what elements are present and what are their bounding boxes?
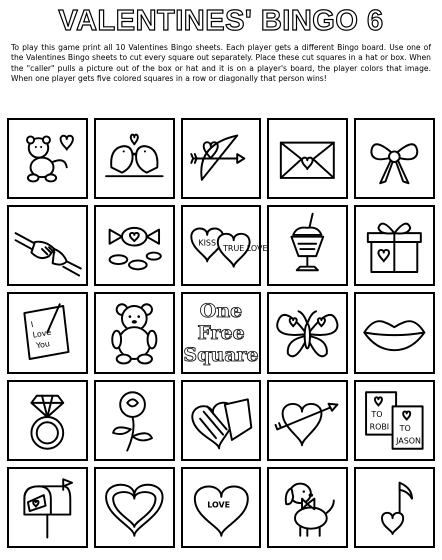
music-note-heart-icon	[359, 472, 430, 543]
teddy-bear-icon	[99, 297, 170, 368]
bow-and-arrow-icon	[186, 123, 257, 194]
cell-puppy[interactable]	[267, 467, 348, 548]
cell-cupid-bear[interactable]	[7, 118, 88, 199]
cell-lovebirds[interactable]	[94, 118, 175, 199]
cell-ribbon-bow[interactable]	[354, 118, 435, 199]
cell-butterfly[interactable]	[267, 292, 348, 373]
love-heart-icon	[186, 472, 257, 543]
cell-heart-with-arrow[interactable]	[267, 380, 348, 461]
conversation-hearts-icon	[186, 210, 268, 281]
bingo-grid	[7, 118, 435, 548]
cell-conversation-hearts[interactable]	[181, 205, 268, 286]
rose-icon	[99, 385, 170, 456]
cell-heart-candy-box[interactable]	[181, 380, 262, 461]
cell-love-letter[interactable]	[267, 118, 348, 199]
cell-love-you-note[interactable]	[7, 292, 88, 373]
you-label: You	[35, 339, 51, 351]
kiss-label: KISS	[198, 238, 216, 248]
to-label-2: TO	[399, 423, 412, 433]
cell-rose[interactable]	[94, 380, 175, 461]
mailbox-icon	[12, 472, 83, 543]
handshake-icon	[12, 210, 83, 281]
heart-with-arrow-icon	[272, 385, 343, 456]
cell-free-square[interactable]	[181, 292, 262, 373]
cell-gift-box[interactable]	[354, 205, 435, 286]
cell-music-note-heart[interactable]	[354, 467, 435, 548]
cell-bow-and-arrow[interactable]	[181, 118, 262, 199]
wrapped-candies-icon	[99, 210, 170, 281]
butterfly-icon	[272, 297, 343, 368]
cell-candies[interactable]	[94, 205, 175, 286]
cell-heart[interactable]	[94, 467, 175, 548]
cell-milkshake[interactable]	[267, 205, 348, 286]
heart-candy-box-icon	[186, 385, 257, 456]
robi-label: ROBI	[369, 422, 390, 432]
cupid-bear-icon	[12, 123, 83, 194]
milkshake-icon	[272, 210, 343, 281]
cell-diamond-ring[interactable]	[7, 380, 88, 461]
lovebirds-icon	[99, 123, 170, 194]
diamond-ring-icon	[12, 385, 83, 456]
jason-label: JASON	[396, 436, 422, 446]
to-label-1: TO	[371, 409, 383, 419]
lips-icon	[359, 297, 430, 368]
cell-lips[interactable]	[354, 292, 435, 373]
cell-handshake[interactable]	[7, 205, 88, 286]
gift-box-icon	[359, 210, 430, 281]
free-square-text: One Free Square	[183, 299, 259, 366]
cell-teddy-bear[interactable]	[94, 292, 175, 373]
love-label: Love	[32, 328, 53, 341]
ribbon-bow-icon	[359, 123, 430, 194]
puppy-with-bow-icon	[272, 472, 343, 543]
love-letter-envelope-icon	[272, 123, 343, 194]
love-text: LOVE	[206, 500, 230, 510]
cell-valentine-cards[interactable]	[354, 380, 435, 461]
love-you-note-icon	[12, 297, 83, 368]
i-label: I	[30, 320, 35, 330]
valentine-cards-icon	[359, 385, 430, 456]
cell-mailbox[interactable]	[7, 467, 88, 548]
true-love-label: TRUE LOVE	[222, 244, 268, 254]
instructions-text: To play this game print all 10 Valentines Bingo sheets. Each player gets a different Bingo board. Use one of the Valentines Bingo sheets to cut every square out separately. Place these cut squares in a hat or box. When the "caller" pulls a picture out of the box or hat and it is on a player's board, the player colors that image. When one player gets five colored squares in a row or diagonally that person wins!	[11, 43, 431, 84]
page-title: VALENTINES' BINGO 6	[58, 5, 384, 37]
cell-love-heart[interactable]	[181, 467, 262, 548]
heart-icon	[99, 472, 170, 543]
